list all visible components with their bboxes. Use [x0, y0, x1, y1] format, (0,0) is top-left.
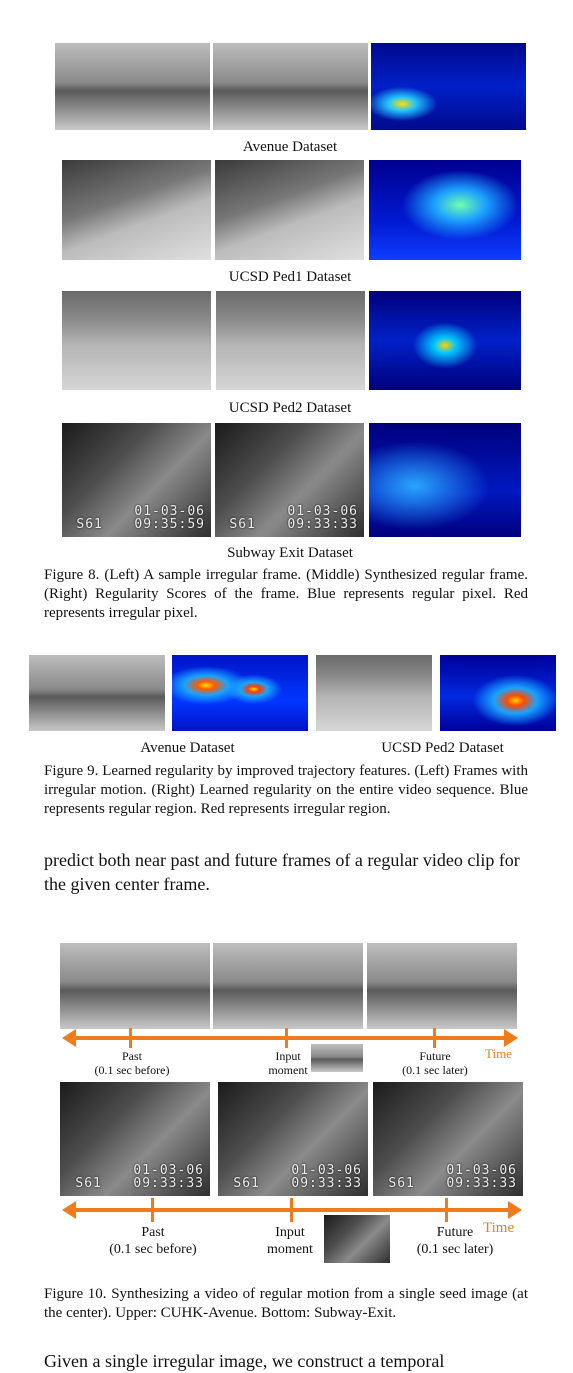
fig10-top-time-label: Time	[485, 1046, 512, 1061]
fig10-bottom-seed-image	[324, 1215, 390, 1263]
fig10-bottom-input-frame	[218, 1082, 368, 1196]
body-paragraph: predict both near past and future frames of a regular video clip for the given center frame.	[44, 850, 520, 894]
fig10-top-past-frame	[60, 943, 210, 1029]
ped2-irregular-frame	[62, 291, 211, 390]
avenue-synthesized-frame	[213, 43, 368, 130]
fig8-label-avenue: Avenue Dataset	[242, 139, 338, 155]
trailing-paragraph: Given a single irregular image, we construct a temporal	[44, 1351, 445, 1371]
fig9-label-avenue: Avenue Dataset	[140, 740, 235, 756]
timestamp-overlay: S61 01-03-06 09:33:33	[233, 1163, 362, 1191]
avenue-irregular-frame	[55, 43, 210, 130]
fig10-bottom-past-label: Past (0.1 sec before)	[109, 1225, 197, 1257]
ped1-regularity-heatmap	[369, 160, 521, 260]
fig10-top-timeline-arrow	[70, 1036, 510, 1040]
fig10-top-past-label: Past (0.1 sec before)	[94, 1049, 170, 1077]
fig9-ped2-regularity	[440, 655, 556, 731]
fig10-bottom-future-label: Future (0.1 sec later)	[416, 1225, 494, 1257]
fig10-top-tick-input	[285, 1028, 288, 1048]
fig10-bottom-future-frame	[373, 1082, 523, 1196]
fig10-top-seed-image	[311, 1044, 363, 1072]
fig9-avenue-regularity	[172, 655, 308, 731]
fig10-bottom-tick-past	[151, 1198, 154, 1222]
figure9-caption: Figure 9. Learned regularity by improved trajectory features. (Left) Frames with irregular motion. (Right) Learned regularity on the entire video sequence. Blue represents regular region. Red represents irregular region.	[44, 763, 528, 817]
timestamp-overlay: S61 01-03-06 09:33:33	[75, 1163, 204, 1191]
fig10-bottom-tick-future	[445, 1198, 448, 1222]
fig10-bottom-input-label: Input moment	[267, 1225, 313, 1257]
ped2-regularity-heatmap	[369, 291, 521, 390]
fig10-top-tick-past	[129, 1028, 132, 1048]
timestamp-overlay: S61 01-03-06 09:33:33	[388, 1163, 517, 1191]
fig10-bottom-time-label: Time	[483, 1220, 515, 1236]
fig10-top-input-label: Input moment	[268, 1049, 308, 1077]
fig10-top-input-frame	[213, 943, 363, 1029]
fig10-bottom-past-frame	[60, 1082, 210, 1196]
fig8-label-subway: Subway Exit Dataset	[227, 545, 353, 561]
figure10-caption: Figure 10. Synthesizing a video of regular motion from a single seed image (at the center). Upper: CUHK-Avenue. Bottom: Subway-Exit.	[44, 1286, 528, 1321]
fig10-top-tick-future	[433, 1028, 436, 1048]
ped1-irregular-frame	[62, 160, 211, 260]
avenue-regularity-heatmap	[371, 43, 526, 130]
fig10-top-future-frame	[367, 943, 517, 1029]
fig9-avenue-frame	[29, 655, 165, 731]
subway-regularity-heatmap	[369, 423, 521, 537]
fig9-label-ped2: UCSD Ped2 Dataset	[381, 740, 504, 756]
ped1-synthesized-frame	[215, 160, 364, 260]
fig8-label-ped1: UCSD Ped1 Dataset	[228, 269, 352, 285]
subway-synthesized-frame	[215, 423, 364, 537]
figure8-caption: Figure 8. (Left) A sample irregular frame. (Middle) Synthesized regular frame. (Right) Regularity Scores of the frame. Blue represents regular pixel. Red represents irregular pixel.	[44, 567, 528, 621]
ped2-synthesized-frame	[216, 291, 365, 390]
fig9-ped2-frame	[316, 655, 432, 731]
fig10-top-future-label: Future (0.1 sec later)	[402, 1049, 468, 1077]
fig10-bottom-tick-input	[290, 1198, 293, 1222]
timestamp-overlay: S61 01-03-06 09:33:33	[229, 504, 358, 532]
timestamp-overlay: S61 01-03-06 09:35:59	[76, 504, 205, 532]
subway-irregular-frame	[62, 423, 211, 537]
fig8-label-ped2: UCSD Ped2 Dataset	[228, 400, 352, 416]
